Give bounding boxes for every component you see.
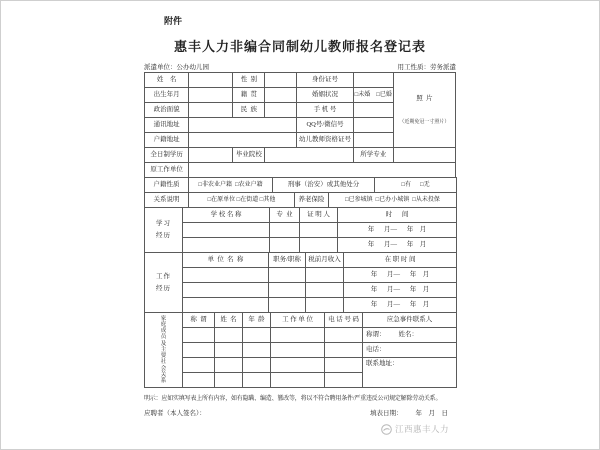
pension-table (144, 192, 457, 208)
work-period-header: 在 职 时 间 (344, 253, 457, 268)
family-name-value (215, 328, 243, 343)
table-row (145, 223, 457, 238)
family-employer-value (271, 358, 325, 373)
emergency-phone: 电话： (363, 343, 457, 358)
study-time-header: 时 间 (338, 208, 457, 223)
family-title-value (183, 358, 215, 373)
form-sheet (144, 0, 456, 417)
relation-checkboxes: □在原单位 □在街道 □其他 (189, 193, 295, 208)
marital-label: 婚姻状况 (297, 88, 353, 103)
study-time-value: 年 月— 年 月 (338, 238, 457, 253)
family-phone-value (325, 343, 363, 358)
basic-info-table (144, 72, 456, 178)
ethnic-value (265, 103, 297, 118)
study-major-header: 专 业 (270, 208, 300, 223)
native-label: 籍 贯 (233, 88, 265, 103)
emergency-address: 联系地址： (363, 358, 457, 388)
work-income-header: 税前月收入 (306, 253, 344, 268)
family-table (144, 312, 457, 388)
family-title-value (183, 343, 215, 358)
page-title: 惠丰人力非编合同制幼儿教师报名登记表 (173, 39, 426, 54)
form-subheader (144, 62, 456, 71)
family-name-header: 姓 名 (215, 313, 243, 328)
education-label: 全日制学历 (145, 148, 189, 163)
table-row (145, 313, 457, 328)
mail-address-value (189, 118, 297, 133)
table-row (145, 253, 457, 268)
work-income-value (306, 298, 344, 313)
work-position-value (269, 268, 306, 283)
work-employer-value (183, 298, 269, 313)
gender-label: 性 别 (233, 73, 265, 88)
photo-label: 照 片 (416, 94, 433, 102)
study-major-value (270, 223, 300, 238)
family-age-value (243, 358, 271, 373)
company-watermark (381, 423, 449, 435)
family-name-value (215, 358, 243, 373)
birth-value (189, 88, 233, 103)
teacher-cert-label: 幼儿教师资格证号 (297, 133, 353, 148)
work-history-table (144, 252, 457, 313)
education-value (189, 148, 233, 163)
family-section-label: 家庭成员及主要社会关系 (145, 313, 183, 388)
family-age-header: 年 龄 (243, 313, 271, 328)
work-position-header: 职务/职称 (269, 253, 306, 268)
study-history-table (144, 207, 457, 253)
work-position-value (269, 283, 306, 298)
relation-label: 关系说明 (145, 193, 189, 208)
table-row (145, 328, 457, 343)
native-value (265, 88, 297, 103)
photo-note: （近期免冠一寸照片） (399, 119, 450, 125)
major-label: 所学专业 (353, 148, 393, 163)
id-label: 身份证号 (297, 73, 353, 88)
family-age-value (243, 373, 271, 388)
study-reference-value (300, 238, 338, 253)
emergency-contact-header: 应急事件联系人 (363, 313, 457, 328)
table-row (145, 358, 457, 373)
work-section-label: 工作经历 (145, 253, 183, 313)
family-employer-value (271, 373, 325, 388)
family-age-value (243, 328, 271, 343)
study-school-value (183, 238, 270, 253)
work-employer-header: 单 位 名 称 (183, 253, 269, 268)
name-value (189, 73, 233, 88)
table-row (145, 238, 457, 253)
household-type-checkboxes: □非农业户籍 □农业户籍 (189, 178, 273, 193)
table-row (145, 73, 456, 88)
table-row (145, 208, 457, 223)
school-value (265, 148, 353, 163)
family-phone-value (325, 373, 363, 388)
family-name-value (215, 373, 243, 388)
table-row (145, 268, 457, 283)
pension-checkboxes: □已参城镇 □已办小城镇 □从未投保 (329, 193, 457, 208)
name-label: 姓 名 (145, 73, 189, 88)
political-value (189, 103, 233, 118)
punishment-checkboxes: □有 □无 (375, 178, 457, 193)
work-position-value (269, 298, 306, 313)
school-label: 毕业院校 (233, 148, 265, 163)
punishment-label: 刑事（治安）或其他处分 (273, 178, 375, 193)
gender-value (265, 73, 297, 88)
family-title-value (183, 373, 215, 388)
household-type-table (144, 177, 457, 193)
mobile-value (353, 103, 393, 118)
study-school-value (183, 223, 270, 238)
pension-label: 养老保险 (295, 193, 329, 208)
study-reference-value (300, 223, 338, 238)
signature-row (144, 408, 456, 417)
marital-checkboxes: □未婚 □已婚 (353, 88, 393, 103)
household-type-label: 户籍性质 (145, 178, 189, 193)
household-address-value (189, 133, 297, 148)
study-reference-header: 证 明 人 (300, 208, 338, 223)
work-employer-value (183, 283, 269, 298)
id-value (353, 73, 393, 88)
fill-date-label: 填表日期： 年 月 日 (370, 410, 448, 417)
qq-wechat-label: QQ号/微信号 (297, 118, 353, 133)
teacher-cert-value (353, 133, 393, 148)
table-row (145, 343, 457, 358)
family-age-value (243, 343, 271, 358)
study-major-value (270, 238, 300, 253)
mobile-label: 手 机 号 (297, 103, 353, 118)
work-income-value (306, 268, 344, 283)
table-row (145, 298, 457, 313)
table-row (145, 178, 457, 193)
family-phone-value (325, 328, 363, 343)
major-value (393, 148, 455, 163)
qq-wechat-value (353, 118, 393, 133)
family-employer-header: 工 作 单 位 (271, 313, 325, 328)
family-name-value (215, 343, 243, 358)
political-label: 政治面貌 (145, 103, 189, 118)
work-income-value (306, 283, 344, 298)
family-title-header: 称 谓 (183, 313, 215, 328)
emergency-title-name: 称谓： 姓名： (363, 328, 457, 343)
family-title-value (183, 328, 215, 343)
attachment-label: 附件 (164, 16, 183, 26)
household-address-label: 户籍地址 (145, 133, 189, 148)
applicant-signature-label: 应聘者（本人签名）： (144, 410, 206, 417)
company-watermark-text: 江西惠丰人力 (395, 424, 450, 434)
table-row (145, 148, 456, 163)
work-employer-value (183, 268, 269, 283)
declaration-note: 明示：应如实填写表上所有内容，如有隐瞒、编造、篡改等，将以不符合聘用条件/严重违反公司规定解除劳动关系。 (144, 396, 442, 402)
study-time-value: 年 月— 年 月 (338, 223, 457, 238)
photo-box (393, 73, 455, 148)
family-employer-value (271, 328, 325, 343)
table-row (145, 193, 457, 208)
family-employer-value (271, 343, 325, 358)
work-period-value: 年 月— 年 月 (344, 268, 457, 283)
employment-nature-label: 用工性质：劳务派遣 (397, 64, 456, 71)
birth-label: 出生年月 (145, 88, 189, 103)
table-row (145, 283, 457, 298)
mail-address-label: 通讯地址 (145, 118, 189, 133)
study-school-header: 学 校 名 称 (183, 208, 270, 223)
former-employer-label: 原工作单位 (145, 163, 189, 178)
former-employer-value (189, 163, 456, 178)
dispatch-unit-label: 派遣单位：公办幼儿园 (144, 64, 209, 71)
company-logo-icon (381, 424, 392, 435)
work-period-value: 年 月— 年 月 (344, 298, 457, 313)
family-phone-header: 电 话 号 码 (325, 313, 363, 328)
family-phone-value (325, 358, 363, 373)
work-period-value: 年 月— 年 月 (344, 283, 457, 298)
table-row (145, 163, 456, 178)
study-section-label: 学习经历 (145, 208, 183, 253)
ethnic-label: 民 族 (233, 103, 265, 118)
